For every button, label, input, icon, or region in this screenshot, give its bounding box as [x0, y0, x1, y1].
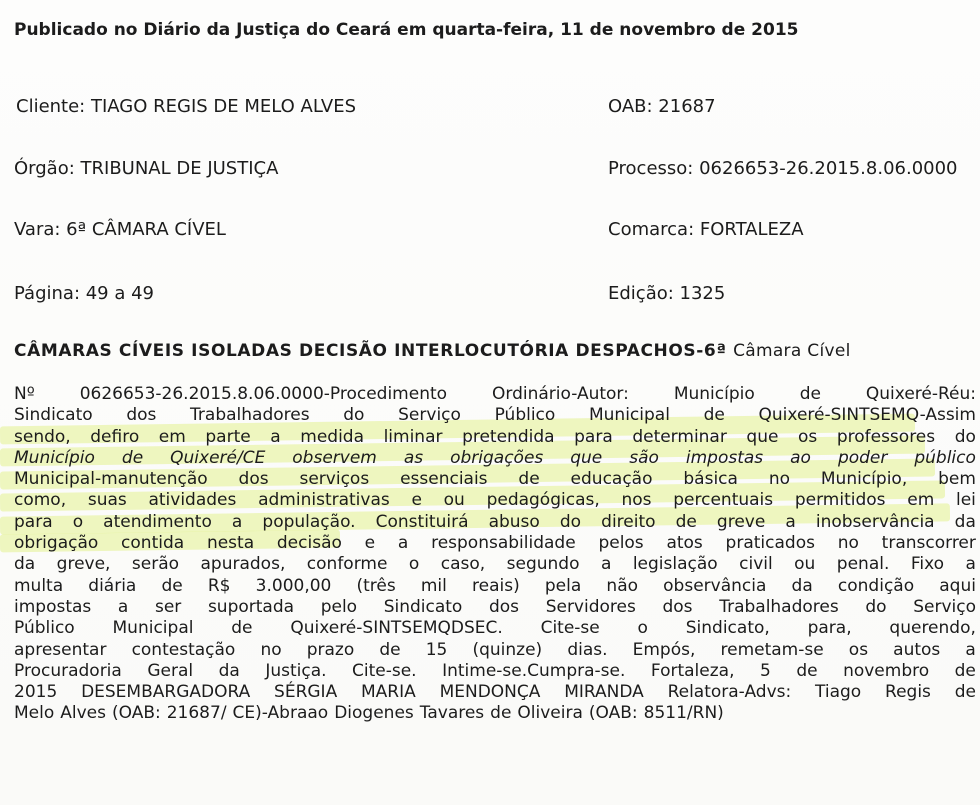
page-range-field: Página: 49 a 49	[14, 283, 155, 304]
text-word: nesta	[206, 533, 255, 554]
text-word: Serviço	[398, 405, 461, 426]
text-word: atividades	[148, 490, 237, 511]
text-word: condição	[837, 575, 915, 596]
text-word: de	[703, 405, 725, 426]
text-word: 3.000,00	[255, 575, 332, 596]
text-line	[14, 490, 976, 511]
text-word: medida	[300, 426, 365, 447]
text-word: da	[218, 660, 240, 681]
text-line	[14, 682, 976, 703]
text-word: os	[848, 639, 869, 660]
text-word: Trabalhadores	[190, 405, 310, 426]
text-word: 21687/	[166, 703, 227, 724]
process-field: Processo: 0626653-26.2015.8.06.0000	[608, 158, 958, 179]
text-line	[14, 661, 976, 682]
text-word: serviços	[299, 469, 370, 490]
text-line	[14, 405, 976, 426]
text-word: Município	[14, 447, 95, 468]
text-word: observância	[663, 575, 767, 596]
text-word: aqui	[939, 575, 976, 596]
text-word: bem	[938, 469, 976, 490]
text-word: pela	[544, 575, 582, 596]
text-word: para	[574, 426, 613, 447]
text-word: sendo,	[14, 426, 71, 447]
text-word: Servidores	[545, 596, 636, 617]
section-title	[14, 341, 851, 361]
text-word: 8511/RN)	[643, 703, 724, 724]
text-word: que	[746, 426, 779, 447]
text-word: Ordinário-Autor:	[492, 384, 629, 404]
text-word: dos	[662, 596, 693, 617]
text-word: dias.	[567, 639, 608, 660]
text-word: a	[231, 511, 243, 532]
text-word: transcorrer	[881, 533, 976, 554]
text-word: dos	[488, 596, 520, 617]
text-word: direito	[601, 511, 656, 532]
text-word: a	[965, 639, 976, 660]
text-word: Município	[673, 384, 755, 404]
text-word: são	[629, 447, 659, 468]
text-word: inobservância	[815, 511, 935, 532]
text-word: civil	[739, 554, 773, 575]
text-word: remetam-se	[720, 639, 824, 660]
text-word: contida	[121, 533, 185, 554]
text-word: atendimento	[103, 511, 212, 532]
decision-text	[14, 384, 976, 725]
text-word: o	[637, 618, 648, 639]
text-word: reais)	[472, 575, 520, 596]
text-word: ou	[794, 554, 816, 575]
text-word: Municipal	[588, 405, 670, 426]
text-word: caso,	[440, 554, 486, 575]
text-word: de	[799, 384, 821, 404]
text-word: percentuais	[673, 490, 774, 511]
text-word: Alves	[60, 703, 106, 724]
text-word: serão	[131, 554, 180, 575]
text-word: Quixeré-Réu:	[865, 384, 976, 404]
text-word: Municipal-manutenção	[14, 469, 208, 490]
text-word: pedagógicas,	[486, 490, 600, 511]
organ-field: Órgão: TRIBUNAL DE JUSTIÇA	[14, 158, 279, 179]
text-word: observem	[292, 447, 377, 468]
text-word: (OAB:	[588, 703, 638, 724]
text-word: público	[914, 447, 976, 468]
text-word: SÉRGIA	[274, 682, 338, 703]
text-word: querendo,	[889, 618, 976, 639]
text-word: liminar	[383, 426, 443, 447]
text-line	[14, 554, 976, 575]
text-word: Sindicato	[14, 405, 93, 426]
text-word: Constituirá	[375, 511, 469, 532]
text-word: Oliveira	[517, 703, 583, 724]
section-title-bold: CÂMARAS CÍVEIS ISOLADAS DECISÃO INTERLOCUTÓRIA DESPACHOS-6ª	[14, 341, 727, 361]
text-word: de	[490, 703, 512, 724]
text-word: Procuradoria	[14, 660, 122, 681]
text-word: e	[364, 533, 376, 554]
text-word: defiro	[90, 426, 140, 447]
text-line	[14, 427, 976, 448]
text-word: essenciais	[400, 469, 488, 490]
text-word: Cite-se	[540, 618, 600, 639]
text-word: 5	[759, 660, 771, 681]
text-word: do	[865, 596, 887, 617]
text-word: a	[965, 554, 976, 575]
section-title-rest: Câmara Cível	[733, 341, 851, 361]
text-word: MENDONÇA	[439, 682, 541, 703]
text-word: para	[14, 511, 53, 532]
text-word: o	[408, 554, 420, 575]
text-word: pretendida	[462, 426, 555, 447]
text-word: Quixeré-SINTSEMQDSEC.	[290, 618, 503, 639]
text-word: 0626653-26.2015.8.06.0000-Procedimento	[79, 384, 448, 404]
text-line	[14, 512, 976, 533]
text-word: do	[559, 511, 582, 532]
text-line	[14, 469, 976, 490]
text-word: de	[161, 575, 183, 596]
text-word: Nº	[14, 384, 35, 404]
text-word: de	[121, 447, 144, 468]
text-line	[14, 384, 976, 405]
text-word: Sindicato,	[685, 618, 770, 639]
text-word: apurados,	[200, 554, 286, 575]
text-word: em	[907, 490, 935, 511]
text-word: em	[158, 426, 186, 447]
text-word: contestação	[131, 639, 236, 660]
text-word: (quinze)	[472, 639, 543, 660]
text-word: e	[411, 490, 422, 511]
text-word: da	[954, 511, 976, 532]
text-word: Fixo	[910, 554, 945, 575]
text-word: de	[954, 682, 976, 703]
text-word: de	[379, 639, 401, 660]
text-word: R$	[207, 575, 231, 596]
text-word: Trabalhadores	[719, 596, 839, 617]
text-line	[14, 576, 976, 597]
text-word: do	[954, 426, 976, 447]
text-word: DESEMBARGADORA	[81, 682, 251, 703]
text-word: MIRANDA	[564, 682, 644, 703]
court-field: Vara: 6ª CÂMARA CÍVEL	[14, 219, 226, 240]
text-word: CE)-Abraao	[232, 703, 329, 724]
text-word: Justiça.	[265, 660, 327, 681]
text-word: professores	[836, 426, 936, 447]
text-word: segundo	[506, 554, 580, 575]
text-word: praticados	[725, 533, 815, 554]
text-word: Tiago	[815, 682, 862, 703]
text-line	[14, 448, 976, 469]
text-word: Quixeré-SINTSEMQ-Assim	[758, 405, 976, 426]
text-word: Municipal	[112, 618, 194, 639]
text-word: 2015	[14, 682, 58, 703]
text-word: o	[72, 511, 84, 532]
text-word: suas	[87, 490, 127, 511]
text-word: Público	[14, 618, 75, 639]
text-word: Fortaleza,	[650, 660, 735, 681]
text-word: apresentar	[14, 639, 107, 660]
text-word: a	[397, 533, 409, 554]
text-word: administrativas	[258, 490, 390, 511]
text-word: Município,	[820, 469, 908, 490]
text-word: dos	[238, 469, 269, 490]
text-word: população.	[262, 511, 356, 532]
text-word: mil	[420, 575, 447, 596]
text-word: Relatora-Advs:	[667, 682, 792, 703]
district-field: Comarca: FORTALEZA	[608, 219, 804, 240]
text-word: os	[798, 426, 818, 447]
text-word: parte	[205, 426, 251, 447]
text-word: educação	[570, 469, 653, 490]
text-word: de	[796, 660, 818, 681]
text-word: de	[518, 469, 540, 490]
text-word: ser	[154, 596, 182, 617]
text-word: Cite-se.	[352, 660, 417, 681]
text-word: não	[606, 575, 639, 596]
text-word: prazo	[306, 639, 355, 660]
text-word: Quixeré/CE	[170, 447, 266, 468]
text-word: a	[117, 596, 129, 617]
text-line	[14, 640, 976, 661]
text-line	[14, 597, 976, 618]
text-word: impostas	[14, 596, 92, 617]
text-word: pelos	[598, 533, 644, 554]
client-field: Cliente: TIAGO REGIS DE MELO ALVES	[16, 96, 357, 117]
text-word: Intime-se.Cumpra-se.	[442, 660, 626, 681]
text-word: novembro	[843, 660, 930, 681]
text-word: determinar	[632, 426, 727, 447]
oab-field: OAB: 21687	[608, 96, 716, 117]
text-word: ao	[790, 447, 811, 468]
text-word: greve,	[56, 554, 111, 575]
text-word: nos	[621, 490, 652, 511]
text-word: Empós,	[632, 639, 696, 660]
text-word: obrigação	[14, 533, 99, 554]
text-word: do	[343, 405, 365, 426]
text-word: da	[791, 575, 813, 596]
text-word: a	[270, 426, 281, 447]
text-word: a	[600, 554, 612, 575]
text-word: abuso	[488, 511, 540, 532]
text-word: de	[954, 660, 976, 681]
text-word: suportada	[207, 596, 295, 617]
text-word: Sindicato	[383, 596, 463, 617]
text-word: básica	[683, 469, 738, 490]
text-word: legislação	[632, 554, 718, 575]
text-word: Regis	[885, 682, 931, 703]
text-word: 15	[425, 639, 448, 660]
text-word: dos	[126, 405, 157, 426]
text-word: responsabilidade	[431, 533, 576, 554]
text-word: como,	[14, 490, 67, 511]
edition-field: Edição: 1325	[608, 283, 726, 304]
text-word: no	[260, 639, 282, 660]
text-word: Tavares	[419, 703, 485, 724]
text-word: de	[675, 511, 697, 532]
text-word: impostas	[685, 447, 764, 468]
text-word: MARIA	[361, 682, 416, 703]
text-word: permitidos	[794, 490, 886, 511]
text-word: Diogenes	[334, 703, 414, 724]
text-word: pelo	[320, 596, 358, 617]
text-word: (OAB:	[112, 703, 161, 724]
publication-header: Publicado no Diário da Justiça do Ceará em quarta-feira, 11 de novembro de 2015	[14, 20, 799, 40]
text-word: a	[785, 511, 796, 532]
text-line	[14, 533, 976, 554]
text-word: as	[403, 447, 424, 468]
text-word: poder	[837, 447, 888, 468]
text-word: conforme	[306, 554, 388, 575]
text-word: penal.	[836, 554, 890, 575]
text-word: lei	[956, 490, 976, 511]
text-word: de	[231, 618, 253, 639]
text-word: para,	[807, 618, 852, 639]
text-word: Melo	[14, 703, 55, 724]
text-word: da	[14, 554, 36, 575]
text-word: ou	[443, 490, 465, 511]
text-word: diária	[88, 575, 137, 596]
text-word: multa	[14, 575, 64, 596]
text-line	[14, 703, 976, 724]
text-word: (três	[356, 575, 396, 596]
text-word: Público	[494, 405, 556, 426]
text-word: Geral	[147, 660, 194, 681]
text-word: Serviço	[913, 596, 976, 617]
text-word: no	[768, 469, 791, 490]
text-word: no	[837, 533, 859, 554]
text-word: decisão	[276, 533, 342, 554]
text-word: que	[570, 447, 603, 468]
text-word: autos	[893, 639, 941, 660]
text-word: atos	[666, 533, 703, 554]
text-line	[14, 618, 976, 639]
text-word: greve	[716, 511, 766, 532]
text-word: obrigações	[450, 447, 544, 468]
